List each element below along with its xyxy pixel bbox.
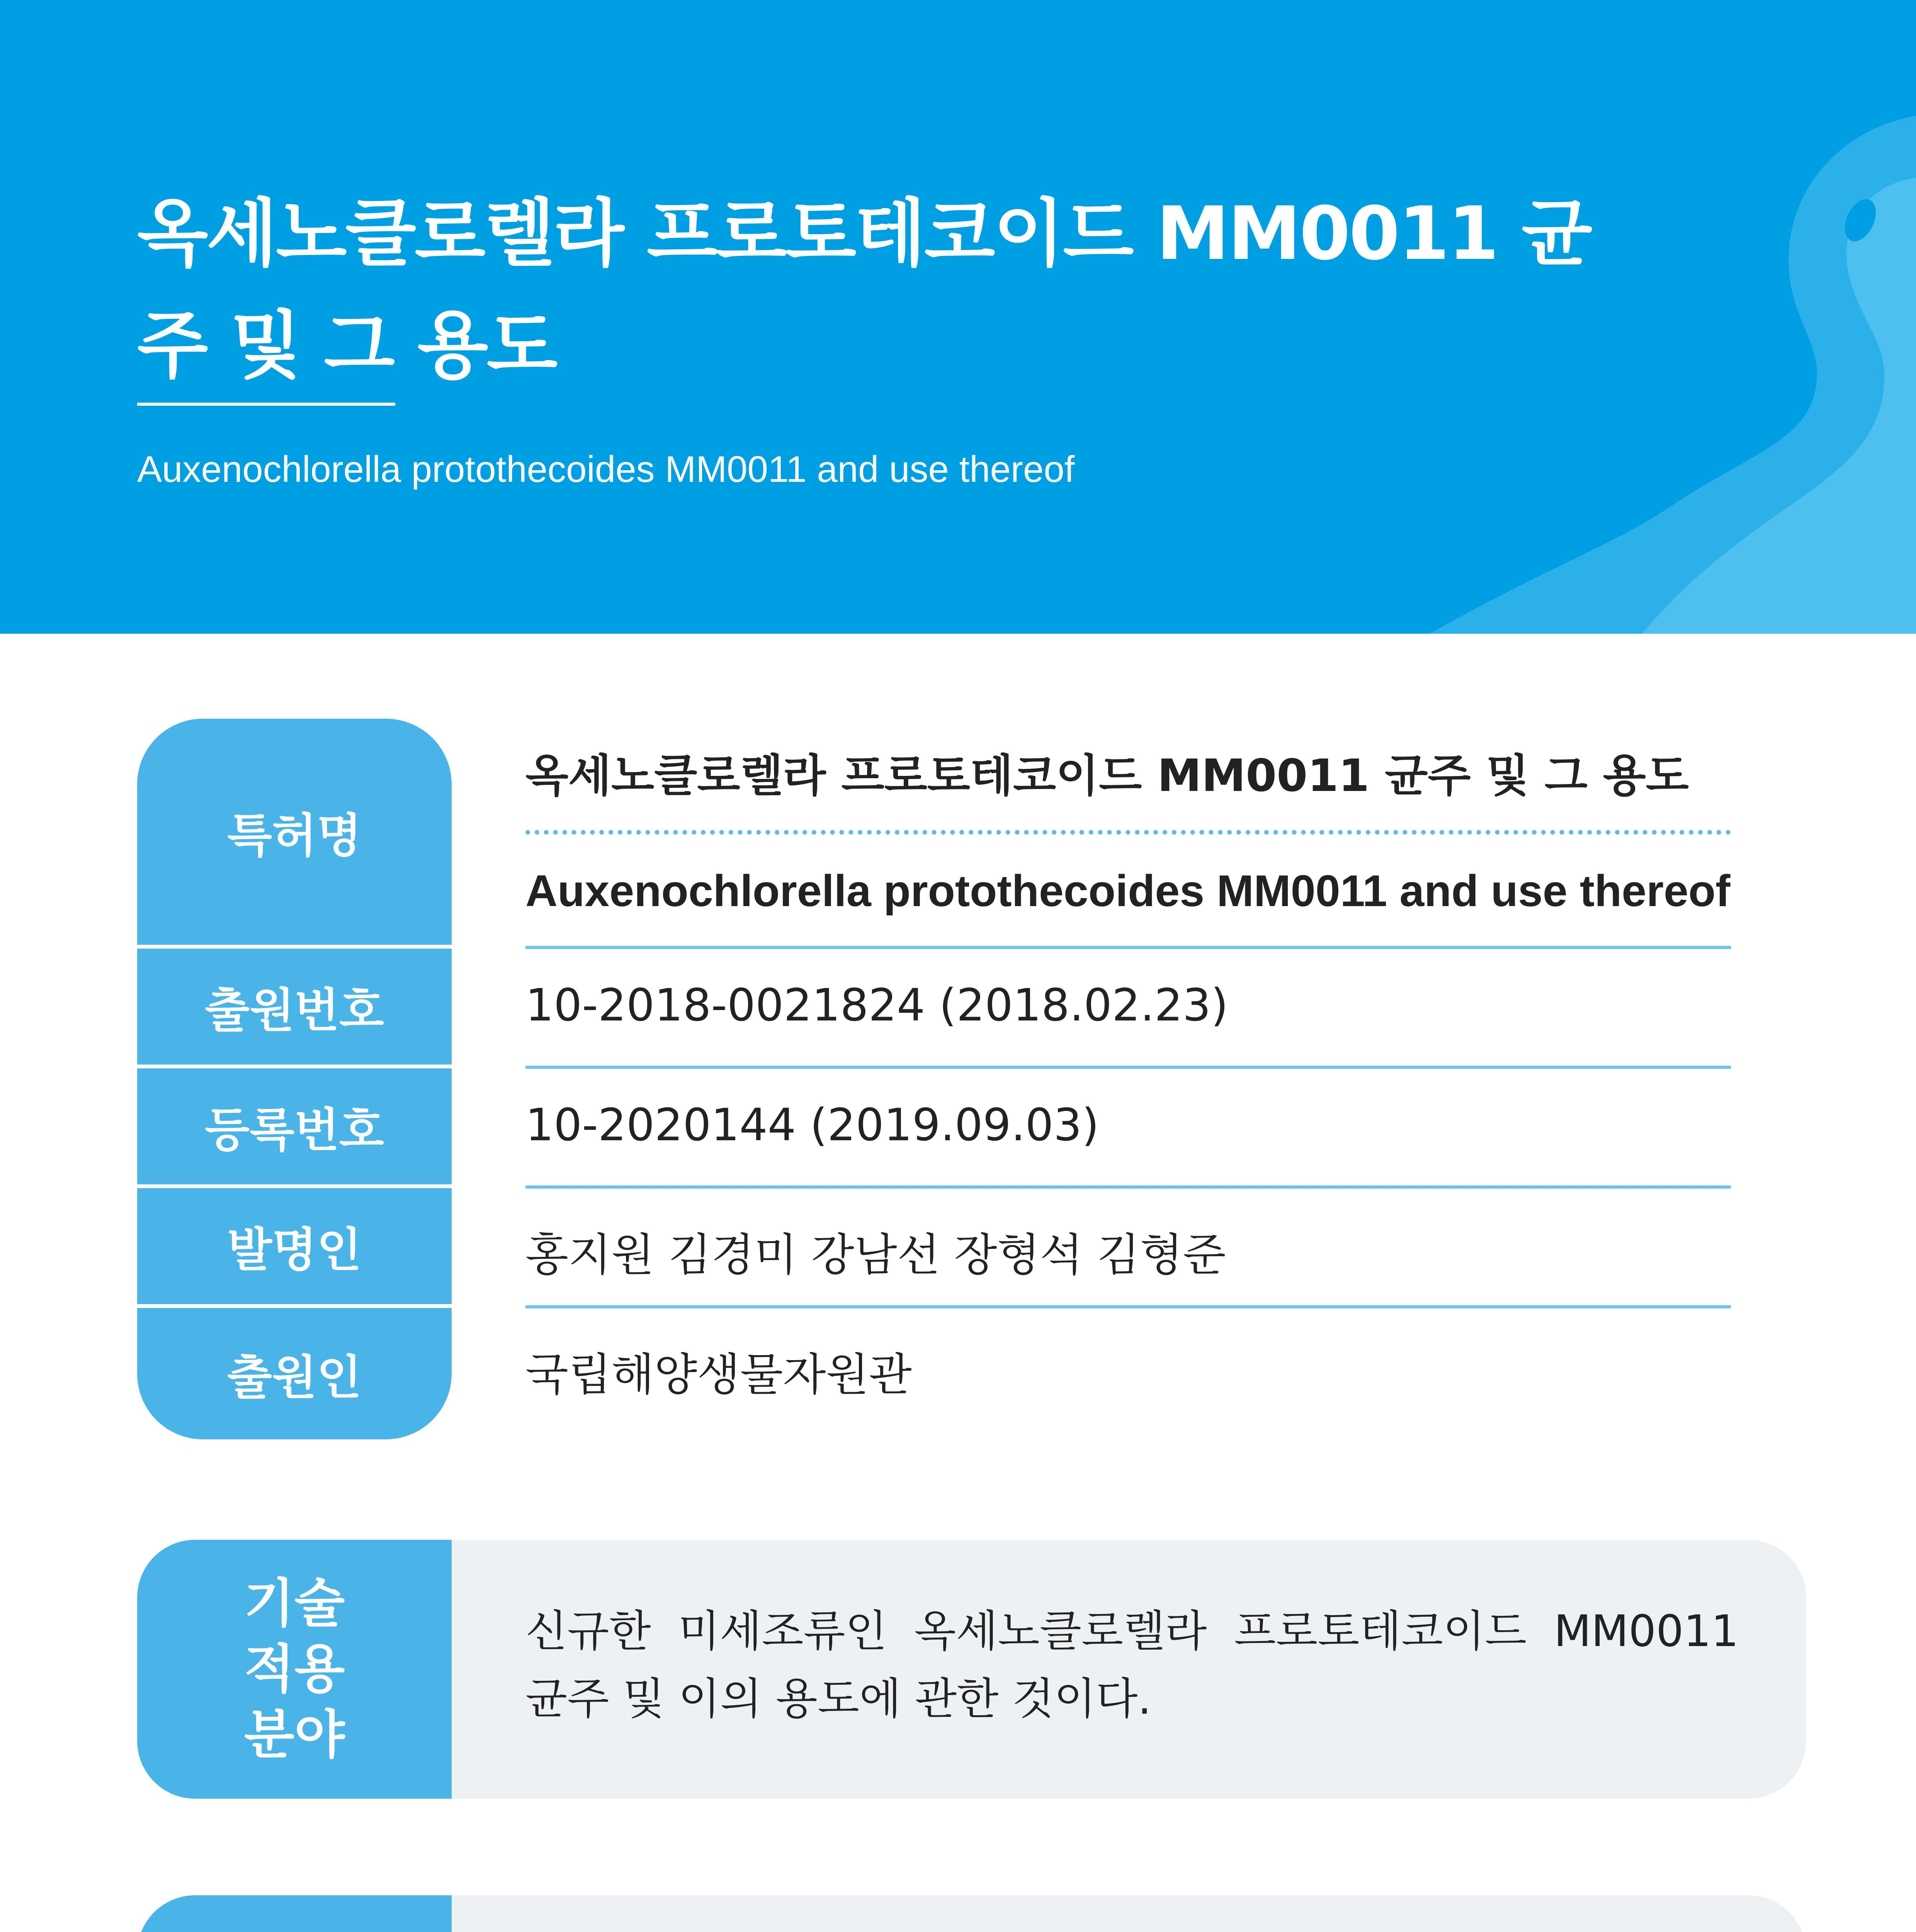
- row-divider: [525, 1305, 1731, 1308]
- summary-box: [137, 1895, 1806, 1932]
- technology-field-label-line: 기술: [244, 1573, 345, 1634]
- row-divider: [525, 1066, 1731, 1069]
- label-registration-number: 등록번호: [137, 1068, 452, 1184]
- row-divider: [525, 946, 1731, 949]
- label-patent-name: 특허명: [137, 719, 452, 945]
- inventors-value: 홍지원 김경미 강남선 장형석 김형준: [525, 1229, 1226, 1281]
- patent-name-korean: 옥세노클로렐라 프로토테코이드 MM0011 균주 및 그 용도: [525, 750, 1689, 802]
- document-subtitle: Auxenochlorella protothecoides MM0011 and use thereof: [137, 449, 1075, 490]
- header-banner: [0, 0, 1916, 634]
- row-divider: [525, 1185, 1731, 1189]
- applicant-value: 국립해양생물자원관: [525, 1349, 912, 1401]
- dotted-divider: [525, 830, 1731, 835]
- technology-field-label-line: 적용: [244, 1639, 345, 1699]
- label-inventors: 발명인: [137, 1188, 452, 1304]
- patent-name-english: Auxenochlorella protothecoides MM0011 and use thereof: [525, 866, 1731, 916]
- technology-field-label-line: 분야: [244, 1704, 345, 1765]
- registration-number-value: 10-2020144 (2019.09.03): [525, 1099, 1099, 1151]
- label-application-number: 출원번호: [137, 949, 452, 1065]
- technology-field-label: [137, 1540, 452, 1799]
- application-number-value: 10-2018-0021824 (2018.02.23): [525, 980, 1228, 1031]
- technology-field-box: [137, 1540, 1806, 1799]
- summary-label: [137, 1895, 452, 1932]
- technology-field-text: 신규한 미세조류인 옥세노클로렐라 프로토테코이드 MM0011 균주 및 이의 용도에 관한 것이다.: [525, 1606, 1739, 1724]
- label-applicant: 출원인: [137, 1308, 452, 1439]
- document-title: 옥세노클로렐라 프로토테코이드 MM0011 균주 및 그 용도: [137, 191, 1591, 388]
- title-divider: [137, 403, 395, 406]
